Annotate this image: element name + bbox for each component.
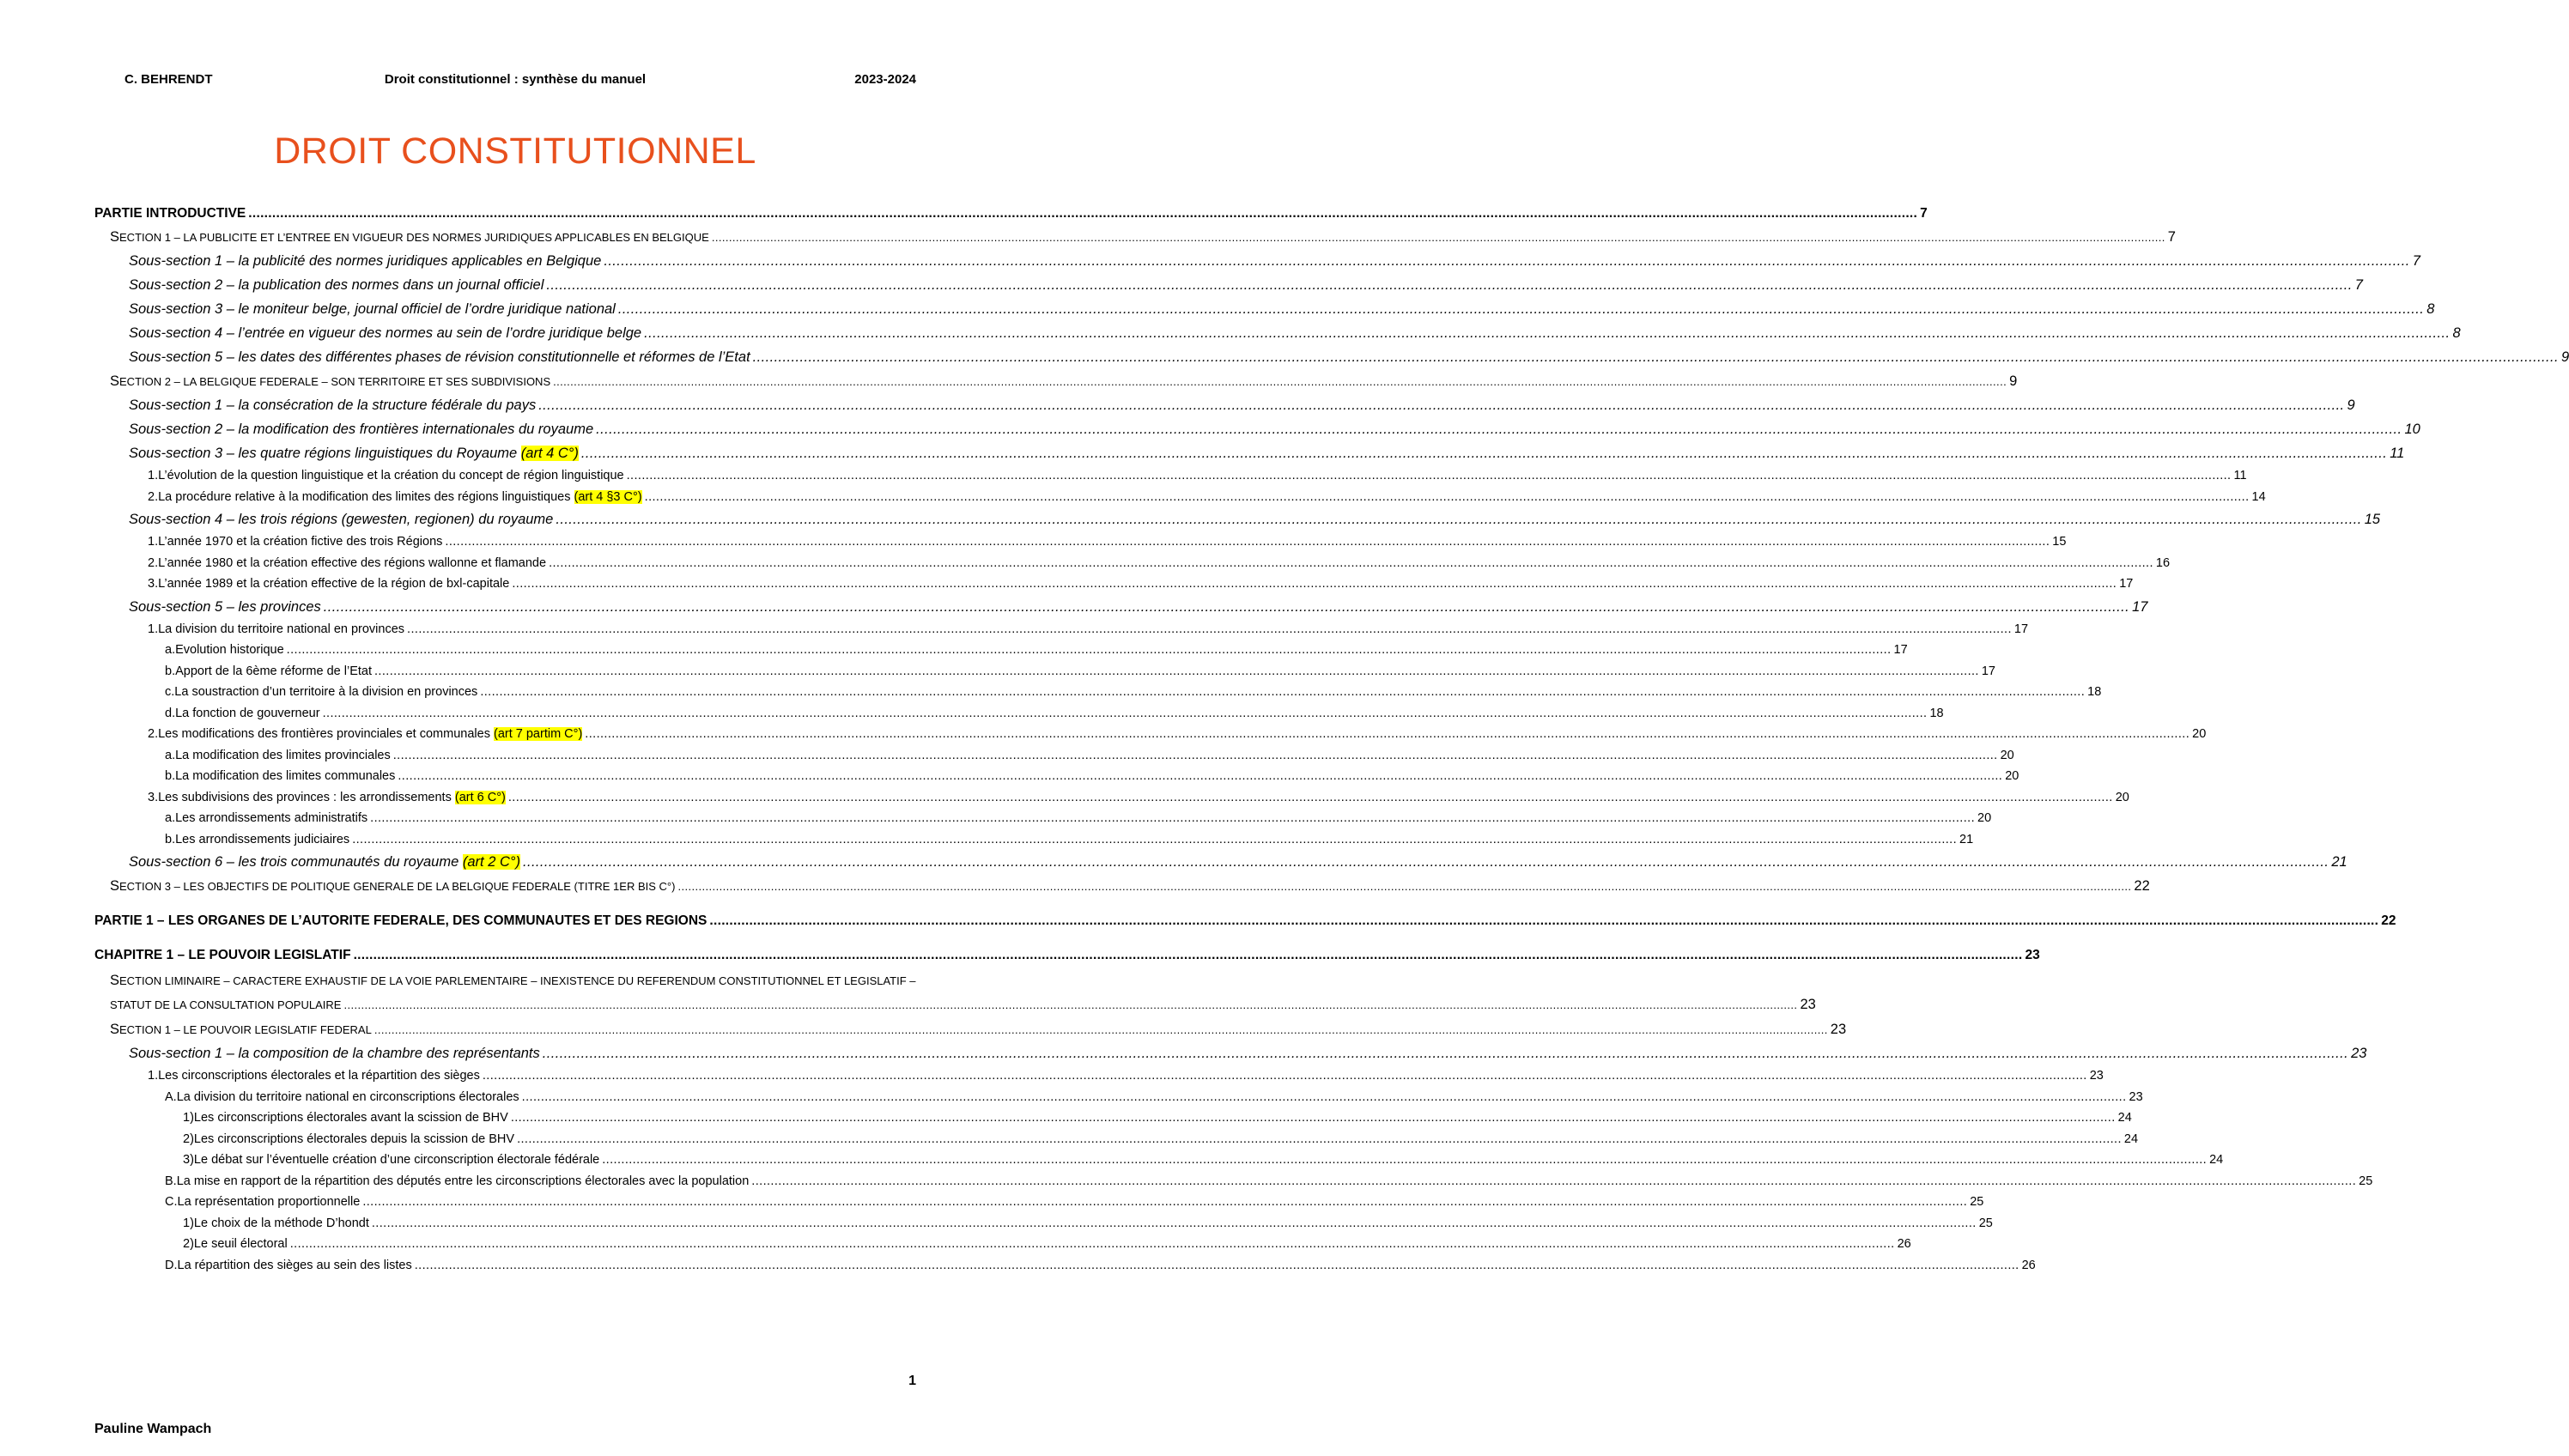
toc-entry-n2[interactable]: [94, 1087, 2143, 1108]
toc-entry-label: Sous-section 3 – les quatre régions linguistiques du Royaume: [129, 446, 518, 461]
toc-leader-dots: [522, 1087, 2127, 1108]
toc-leader-dots: [362, 1192, 1967, 1213]
toc-page-number: 10: [2404, 422, 2420, 437]
toc-page-number: 7: [2167, 229, 2176, 245]
toc-section-prefix: S: [110, 229, 120, 245]
toc-article-reference: (art 4 §3 C°): [574, 489, 642, 504]
toc-entry-label: Sous-section 1 – la publicité des normes juridiques applicables en Belgique: [129, 253, 602, 269]
toc-page-number: 20: [2005, 769, 2019, 783]
toc-entry-number: a.: [165, 811, 176, 825]
toc-entry-number: 3.: [148, 790, 159, 804]
toc-entry-n1[interactable]: [94, 553, 2171, 574]
toc-entry-number: a.: [165, 643, 176, 657]
toc-section-prefix: S: [110, 973, 120, 988]
toc-page-number: 22: [2134, 878, 2150, 894]
toc-entry-number: B.: [165, 1174, 177, 1188]
toc-entry-n1[interactable]: [94, 1065, 2104, 1087]
toc-entry-sub[interactable]: [94, 417, 2420, 441]
toc-entry-number: 1): [183, 1111, 194, 1125]
toc-page-number: 16: [2155, 555, 2171, 570]
toc-page-number: 21: [2331, 854, 2347, 870]
toc-entry-label: L’année 1989 et la création effective de la région de bxl-capitale: [158, 577, 510, 591]
toc-entry-label: Les circonscriptions électorales depuis la scission de BHV: [193, 1131, 515, 1146]
toc-entry-n3[interactable]: [94, 1234, 1911, 1255]
toc-page-number: 9: [2561, 349, 2569, 365]
toc-leader-dots: [354, 944, 2023, 967]
toc-entry-number: 2): [183, 1131, 194, 1146]
toc-leader-dots: [553, 370, 2007, 394]
toc-leader-dots: [709, 910, 2378, 932]
toc-entry-label: Le débat sur l’éventuelle création d’une circonscription électorale fédérale: [193, 1153, 600, 1167]
toc-leader-dots: [549, 553, 2153, 574]
toc-entry-text: [129, 417, 593, 441]
toc-entry-sub[interactable]: [94, 393, 2355, 417]
toc-entry-text: [94, 944, 351, 967]
toc-entry-n2[interactable]: [94, 1171, 2373, 1192]
toc-entry-n3[interactable]: [94, 1107, 2132, 1129]
toc-entry-label: L’année 1970 et la création fictive des trois Régions: [158, 535, 443, 549]
toc-section-entry[interactable]: [94, 968, 1816, 1017]
toc-entry-n3[interactable]: [94, 1150, 2224, 1171]
toc-leader-dots: [712, 226, 2165, 250]
toc-leader-dots: [374, 661, 1979, 682]
toc-leader-dots: [508, 787, 2113, 809]
toc-entry-n1[interactable]: [94, 465, 2247, 487]
toc-entry-sub[interactable]: [94, 297, 2435, 321]
toc-leader-dots: [248, 203, 1917, 225]
toc-entry-number: 1.: [148, 1069, 159, 1083]
toc-page-number: 23: [2351, 1046, 2367, 1061]
toc-entry-n2[interactable]: [94, 703, 1944, 725]
toc-page-number: 7: [2354, 277, 2363, 293]
toc-entry-text: [129, 321, 641, 345]
toc-leader-dots: [398, 766, 2002, 787]
toc-entry-sub[interactable]: [94, 345, 2569, 369]
toc-entry-label: La procédure relative à la modification des limites des régions linguistiques: [158, 489, 571, 504]
toc-entry-number: 1): [183, 1216, 194, 1230]
toc-entry-number: c.: [165, 685, 175, 699]
toc-entry-n2[interactable]: [94, 1255, 2036, 1277]
toc-leader-dots: [445, 531, 2050, 553]
toc-entry-label: PARTIE 1 – LES ORGANES DE L’AUTORITE FEDERALE, DES COMMUNAUTES ET DES REGIONS: [94, 913, 708, 928]
toc-entry-text: [194, 1234, 288, 1255]
toc-entry-text: [129, 273, 544, 297]
toc-entry-label: Les subdivisions des provinces : les arrondissements: [158, 790, 452, 804]
toc-leader-dots: [370, 808, 1975, 829]
toc-entry-text: [175, 745, 391, 767]
toc-entry-n1[interactable]: [94, 573, 2134, 595]
toc-entry-label: Sous-section 5 – les dates des différentes phases de révision constitutionnelle et réformes de l’Etat: [129, 349, 750, 365]
toc-page-number: 17: [2013, 622, 2029, 636]
toc-entry-text: [129, 1041, 540, 1065]
toc-leader-dots: [604, 249, 2409, 273]
toc-entry-n1[interactable]: [94, 531, 2067, 553]
toc-entry-text: [129, 441, 579, 465]
toc-leader-dots: [677, 875, 2131, 899]
toc-entry-n2[interactable]: [94, 808, 1992, 829]
toc-entry-text: [175, 703, 320, 725]
toc-leader-dots: [343, 993, 1797, 1017]
toc-leader-dots: [581, 441, 2387, 465]
toc-entry-label: La mise en rapport de la répartition des députés entre les circonscriptions électorales avec la population: [176, 1174, 750, 1188]
toc-entry-n2[interactable]: [94, 682, 2102, 703]
toc-page-number: 17: [2132, 598, 2148, 615]
toc-page-number: 26: [1897, 1237, 1911, 1251]
toc-page-number: 23: [2025, 948, 2040, 962]
toc-leader-dots: [523, 850, 2329, 874]
toc-page-number: 15: [2052, 535, 2067, 549]
toc-leader-dots: [602, 1150, 2207, 1171]
toc-entry-text: [158, 573, 509, 595]
toc-entry-text: [129, 297, 616, 321]
toc-entry-sec[interactable]: [94, 874, 2150, 898]
toc-leader-dots: [415, 1255, 2019, 1277]
toc-page-number: 11: [2390, 446, 2405, 461]
toc-page-number: 20: [2115, 790, 2129, 804]
toc-entry-sub[interactable]: [94, 1041, 2367, 1065]
toc-entry-number: d.: [165, 706, 176, 720]
toc-entry-number: 3): [183, 1153, 194, 1167]
toc-page-number: 23: [2089, 1069, 2104, 1083]
toc-entry-sub[interactable]: [94, 850, 2347, 874]
toc-entry-label: Sous-section 2 – la modification des frontières internationales du royaume: [129, 422, 594, 437]
toc-entry-n2[interactable]: [94, 661, 1995, 682]
toc-entry-n3[interactable]: [94, 1129, 2139, 1150]
toc-entry-text: [110, 369, 550, 394]
toc-page-number: 21: [1959, 832, 1974, 846]
toc-entry-text: [158, 465, 624, 487]
toc-entry-label: Evolution historique: [175, 643, 284, 657]
toc-entry-sub[interactable]: [94, 321, 2461, 345]
toc-entry-text: [158, 787, 506, 809]
toc-entry-text: [129, 345, 750, 369]
toc-leader-dots: [352, 829, 1957, 851]
toc-entry-n2[interactable]: [94, 1192, 1984, 1213]
toc-page-number: 8: [2452, 325, 2461, 341]
toc-leader-dots: [627, 465, 2232, 487]
toc-page-number: 14: [2251, 489, 2266, 504]
toc-entry-sec[interactable]: [94, 1017, 1847, 1041]
toc-entry-label: La modification des limites provinciales: [175, 748, 391, 762]
toc-section-line: [110, 968, 939, 992]
toc-entry-text: [194, 1213, 369, 1235]
toc-leader-dots: [517, 1129, 2122, 1150]
toc-article-reference: (art 2 C°): [462, 854, 520, 870]
page-number: 1: [908, 1374, 916, 1388]
toc-page-number: 18: [2087, 685, 2102, 699]
toc-leader-dots: [323, 703, 1928, 725]
toc-entry-sub[interactable]: [94, 249, 2420, 273]
toc-entry-sub[interactable]: [94, 441, 2405, 465]
toc-leader-dots: [753, 345, 2559, 369]
toc-entry-label: Les arrondissements judiciaires: [175, 832, 350, 846]
toc-page-number: 20: [2192, 727, 2207, 741]
toc-entry-text: [129, 249, 601, 273]
toc-leader-dots: [645, 487, 2250, 508]
toc-page-number: 22: [2381, 913, 2396, 928]
toc-leader-dots: [407, 619, 2012, 640]
toc-entry-text: [175, 829, 349, 851]
toc-entry-number: 2.: [148, 555, 159, 570]
toc-page-number: 20: [2000, 748, 2014, 762]
toc-entry-n2[interactable]: [94, 640, 1908, 661]
toc-entry-n2[interactable]: [94, 829, 1974, 851]
toc-page-number: 9: [2009, 373, 2018, 389]
toc-page-number: 24: [2123, 1131, 2139, 1146]
toc-page-number: 17: [1893, 643, 1908, 657]
header-author: C. BEHRENDT: [125, 72, 213, 87]
toc-page-number: 23: [1830, 1022, 1847, 1037]
toc-page-number: 24: [2117, 1111, 2132, 1125]
toc-entry-label: Sous-section 1 – la composition de la chambre des représentants: [129, 1046, 540, 1061]
toc-entry-n1[interactable]: [94, 487, 2266, 508]
header-title: Droit constitutionnel : synthèse du manuel: [384, 72, 647, 87]
toc-page-number: 17: [1981, 664, 1995, 678]
toc-entry-n1[interactable]: [94, 787, 2129, 809]
toc-entry-label: Les circonscriptions électorales avant la scission de BHV: [193, 1111, 508, 1125]
toc-leader-dots: [511, 1107, 2116, 1129]
toc-page-number: 25: [1970, 1195, 1984, 1209]
toc-leader-dots: [618, 297, 2424, 321]
toc-page-number: 23: [1800, 997, 1816, 1012]
toc-entry-text: [110, 1017, 372, 1042]
toc-page-number: 23: [2129, 1089, 2143, 1104]
toc-entry-number: 2.: [148, 727, 159, 741]
toc-entry-n2[interactable]: [94, 766, 2019, 787]
toc-entry-number: 1.: [148, 535, 159, 549]
toc-entry-label: Le choix de la méthode D’hondt: [193, 1216, 369, 1230]
toc-entry-label: Les arrondissements administratifs: [175, 811, 368, 825]
toc-entry-text: [110, 874, 675, 899]
toc-entry-line: [110, 992, 1816, 1017]
toc-page-number: 24: [2209, 1153, 2224, 1167]
toc-leader-dots: [393, 745, 1998, 767]
toc-leader-dots: [512, 573, 2117, 595]
toc-entry-text: [175, 640, 284, 661]
toc-entry-part[interactable]: [94, 944, 2040, 967]
toc-leader-dots: [483, 1065, 2087, 1087]
toc-entry-text: [194, 1150, 599, 1171]
toc-entry-number: a.: [165, 748, 176, 762]
toc-entry-sub[interactable]: [94, 595, 2148, 619]
toc-entry-text: [129, 595, 321, 619]
toc-entry-label: La division du territoire national en circonscriptions électorales: [176, 1089, 519, 1104]
toc-entry-text: [158, 553, 546, 574]
toc-entry-text: [178, 1192, 361, 1213]
toc-page-number: 8: [2426, 301, 2435, 317]
toc-entry-label: L’évolution de la question linguistique et la création du concept de région linguistique: [158, 469, 624, 482]
toc-entry-label: Sous-section 3 – le moniteur belge, journal officiel de l’ordre juridique national: [129, 301, 616, 317]
toc-entry-part[interactable]: [94, 203, 1928, 225]
toc-entry-label: Le seuil électoral: [193, 1237, 288, 1251]
toc-leader-dots: [290, 1234, 1895, 1255]
toc-entry-label: Sous-section 1 – la consécration de la structure fédérale du pays: [129, 397, 537, 413]
toc-entry-label: CHAPITRE 1 – LE POUVOIR LEGISLATIF: [94, 948, 351, 962]
toc-entry-number: D.: [165, 1258, 178, 1272]
toc-entry-sec[interactable]: [94, 369, 2018, 393]
toc-entry-number: b.: [165, 769, 176, 783]
toc-entry-number: A.: [165, 1089, 177, 1104]
toc-entry-sec[interactable]: [94, 225, 2176, 249]
header-year: 2023-2024: [854, 72, 916, 87]
toc-leader-dots: [374, 1018, 1828, 1042]
toc-entry-text: [177, 1171, 750, 1192]
toc-entry-label: ECTION 1 – LE POUVOIR LEGISLATIF FEDERAL: [119, 1023, 372, 1036]
toc-entry-text: [175, 808, 367, 829]
toc-entry-number: 1.: [148, 469, 159, 482]
toc-leader-dots: [644, 321, 2450, 345]
toc-leader-dots: [751, 1171, 2356, 1192]
toc-page-number: 18: [1929, 706, 1944, 720]
toc-entry-text: [129, 507, 553, 531]
toc-entry-text: [158, 724, 582, 745]
toc-leader-dots: [543, 1041, 2348, 1065]
toc-leader-dots: [596, 417, 2402, 441]
toc-entry-text: [94, 203, 246, 225]
toc-entry-text: [175, 661, 372, 682]
toc-leader-dots: [538, 393, 2344, 417]
toc-entry-label: Apport de la 6ème réforme de l’Etat: [175, 664, 372, 678]
toc-entry-label: Sous-section 4 – les trois régions (gewesten, regionen) du royaume: [129, 512, 554, 527]
toc-leader-dots: [287, 640, 1892, 661]
toc-entry-n1[interactable]: [94, 724, 2207, 745]
toc-page-number: 9: [2347, 397, 2355, 413]
toc-entry-label: La fonction de gouverneur: [175, 706, 320, 720]
toc-entry-text: [129, 393, 536, 417]
toc-section-text: ECTION LIMINAIRE – CARACTERE EXHAUSTIF DE LA VOIE PARLEMENTAIRE – INEXISTENCE DU REFERENDUM CONSTITUTIONNEL ET LEGISLATIF –: [119, 974, 916, 987]
toc-entry-sub[interactable]: [94, 507, 2381, 531]
toc-entry-label: Sous-section 2 – la publication des normes dans un journal officiel: [129, 277, 544, 293]
toc-entry-label: Sous-section 4 – l’entrée en vigueur des normes au sein de l’ordre juridique belge: [129, 325, 642, 341]
toc-leader-dots: [324, 595, 2129, 619]
toc-entry-label: Sous-section 6 – les trois communautés du royaume: [129, 854, 459, 870]
toc-page-number: 26: [2021, 1258, 2036, 1272]
toc-page-number: 15: [2364, 512, 2381, 527]
toc-entry-label: L’année 1980 et la création effective des régions wallonne et flamande: [158, 555, 547, 570]
toc-entry-number: C.: [165, 1195, 178, 1209]
toc-leader-dots: [546, 273, 2352, 297]
toc-section-prefix: S: [110, 878, 120, 894]
toc-entry-number: 3.: [148, 577, 159, 591]
toc-entry-text: [194, 1107, 508, 1129]
toc-entry-text: [177, 1087, 519, 1108]
toc-entry-text: [158, 531, 442, 553]
toc-entry-text: STATUT DE LA CONSULTATION POPULAIRE: [110, 998, 342, 1011]
toc-page-number: 25: [2359, 1174, 2373, 1188]
toc-entry-text: [110, 225, 709, 250]
toc-entry-n1[interactable]: [94, 619, 2029, 640]
toc-page-number: 7: [1920, 206, 1928, 221]
toc-entry-text: [94, 910, 707, 932]
toc-entry-n2[interactable]: [94, 745, 2014, 767]
toc-entry-number: 2.: [148, 489, 159, 504]
toc-entry-number: b.: [165, 664, 176, 678]
toc-entry-text: [178, 1255, 412, 1277]
toc-entry-label: La représentation proportionnelle: [177, 1195, 361, 1209]
toc-entry-text: [158, 619, 404, 640]
toc-page-number: 25: [1978, 1216, 1993, 1230]
toc-entry-label: Les modifications des frontières provinciales et communales: [158, 727, 490, 741]
toc-entry-label: ECTION 1 – LA PUBLICITE ET L’ENTREE EN VIGUEUR DES NORMES JURIDIQUES APPLICABLES EN BELGIQUE: [119, 231, 709, 244]
toc-entry-label: PARTIE INTRODUCTIVE: [94, 206, 246, 221]
toc-entry-label: ECTION 3 – LES OBJECTIFS DE POLITIQUE GENERALE DE LA BELGIQUE FEDERALE (TITRE 1ER BIS C°): [119, 880, 676, 893]
toc-entry-number: 2): [183, 1237, 194, 1251]
toc-leader-dots: [372, 1213, 1977, 1235]
toc-entry-label: Les circonscriptions électorales et la répartition des sièges: [158, 1069, 480, 1083]
toc-article-reference: (art 6 C°): [454, 790, 506, 804]
toc-entry-text: [158, 1065, 480, 1087]
toc-entry-label: ECTION 2 – LA BELGIQUE FEDERALE – SON TERRITOIRE ET SES SUBDIVISIONS: [119, 375, 551, 388]
toc-leader-dots: [585, 724, 2189, 745]
toc-entry-n3[interactable]: [94, 1213, 1993, 1235]
toc-page-number: 17: [2119, 577, 2134, 591]
toc-entry-number: b.: [165, 832, 176, 846]
toc-entry-text: [194, 1129, 514, 1150]
toc-entry-label: La division du territoire national en provinces: [158, 622, 405, 636]
toc-entry-number: 1.: [148, 622, 159, 636]
toc-page-number: 20: [1977, 811, 1992, 825]
toc-entry-label: Sous-section 5 – les provinces: [129, 598, 321, 615]
toc-entry-text: [158, 487, 642, 508]
toc-section-prefix: S: [110, 373, 120, 389]
table-of-contents: [94, 197, 2569, 1276]
toc-page-number: 11: [2233, 469, 2247, 482]
toc-article-reference: (art 4 C°): [520, 446, 579, 461]
toc-entry-text: [174, 682, 477, 703]
toc-entry-part[interactable]: [94, 910, 2396, 932]
toc-entry-text: [175, 766, 395, 787]
toc-section-prefix: S: [110, 1022, 120, 1037]
footer-author: Pauline Wampach: [94, 1422, 212, 1436]
toc-leader-dots: [480, 682, 2085, 703]
toc-article-reference: (art 7 partim C°): [493, 727, 583, 741]
toc-entry-label: La répartition des sièges au sein des listes: [177, 1258, 412, 1272]
toc-entry-label: La modification des limites communales: [175, 769, 396, 783]
toc-entry-sub[interactable]: [94, 273, 2363, 297]
toc-entry-label: La soustraction d’un territoire à la division en provinces: [174, 685, 478, 699]
toc-page-number: 7: [2412, 253, 2420, 269]
toc-leader-dots: [556, 507, 2361, 531]
document-title: DROIT CONSTITUTIONNEL: [274, 130, 756, 172]
toc-entry-text: [129, 850, 520, 874]
